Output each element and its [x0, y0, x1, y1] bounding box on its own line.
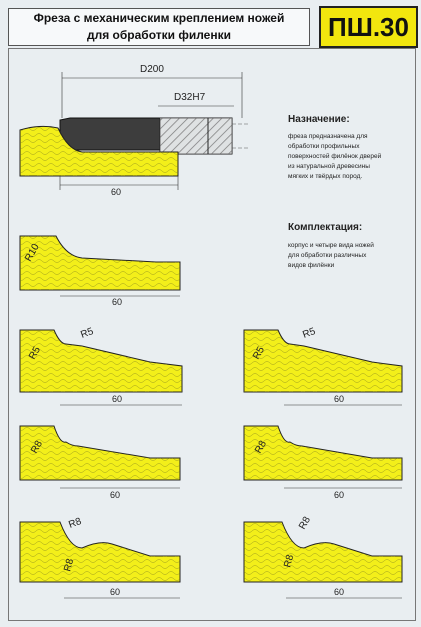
- radius-label-r8-a: R8: [29, 438, 45, 456]
- purpose-heading: Назначение:: [288, 114, 350, 125]
- profile-r8-r8-left: [20, 516, 180, 598]
- dim-60-r10: 60: [112, 297, 123, 307]
- profile-r8-left: [20, 426, 180, 500]
- radius-label-r5-c: R5: [251, 344, 267, 362]
- dim-d32h7: D32H7: [174, 92, 206, 103]
- dim-60-r8-r8-left: 60: [110, 587, 121, 597]
- radius-label-r8-e: R8: [297, 514, 313, 532]
- dim-60-r8-left: 60: [110, 490, 121, 500]
- radius-label-r5-d: R5: [301, 326, 318, 341]
- radius-label-r8-f: R8: [282, 553, 297, 569]
- kit-text: корпус и четыре вида ножей для обработки различных видов филёнки: [288, 242, 374, 269]
- cutter-assembly-drawing: [20, 64, 250, 197]
- profile-r8-r8-right: [244, 515, 402, 598]
- radius-label-r8-c: R8: [67, 516, 84, 531]
- radius-label-r5-b: R5: [79, 326, 96, 341]
- radius-label-r10: R10: [23, 242, 42, 264]
- radius-label-r8-d: R8: [62, 557, 77, 573]
- dim-d200: D200: [140, 64, 164, 75]
- profile-r5-left: [20, 326, 182, 405]
- dim-60-r5-left: 60: [112, 394, 123, 404]
- dim-60-r8-right: 60: [334, 490, 345, 500]
- title-line-2: для обработки филенки: [86, 28, 231, 42]
- profile-r10: [20, 236, 180, 307]
- radius-label-r5-a: R5: [27, 344, 43, 362]
- title-line-1: Фреза с механическим креплением ножей: [33, 11, 285, 25]
- dim-60-r5-right: 60: [334, 394, 345, 404]
- profile-r5-right: [244, 326, 402, 405]
- profile-r8-right: [244, 426, 402, 500]
- radius-label-r8-b: R8: [253, 438, 269, 456]
- kit-heading: Комплектация:: [288, 222, 363, 233]
- dim-60-top: 60: [111, 187, 122, 197]
- purpose-text: фреза предназначена для обработки профильных поверхностей филёнок дверей из натуральной древесины мягких и твёрдых пород.: [288, 133, 382, 180]
- product-code-badge: ПШ.30: [319, 6, 418, 48]
- dim-60-r8-r8-right: 60: [334, 587, 345, 597]
